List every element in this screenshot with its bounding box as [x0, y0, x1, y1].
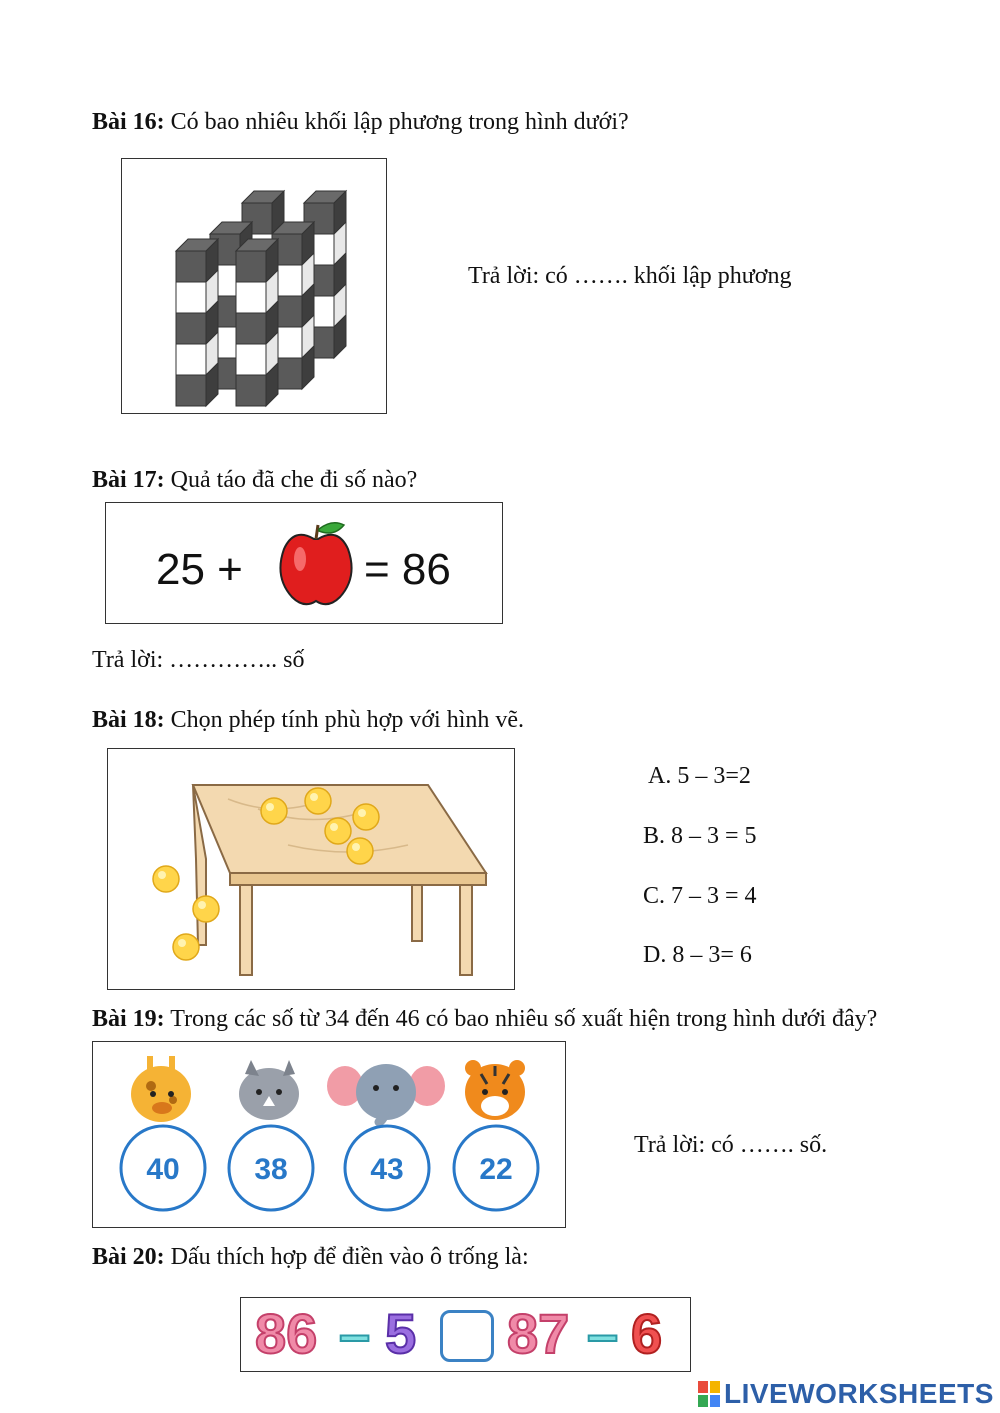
apple-icon — [274, 519, 358, 609]
option-b: B. 8 – 3 = 5 — [643, 823, 757, 849]
question-17 — [92, 466, 417, 494]
liveworksheets-logo — [698, 1378, 994, 1410]
cubes-figure — [121, 158, 387, 414]
ball-icon — [353, 804, 379, 830]
ball-icon — [261, 798, 287, 824]
number-label: 43 — [370, 1153, 404, 1186]
ball-icon — [347, 838, 373, 864]
cube-face — [176, 375, 206, 406]
question-19 — [92, 1005, 877, 1033]
ball-highlight — [352, 843, 360, 851]
cube-face — [176, 282, 206, 313]
answer-19: Trả lời: có ……. số. — [634, 1132, 828, 1158]
cube-face — [176, 344, 206, 375]
table-balls-figure — [107, 748, 515, 990]
ball-icon — [305, 788, 331, 814]
cube-face — [236, 375, 266, 406]
question-18 — [92, 706, 524, 734]
logo-text: LIVEWORKSHEETS — [724, 1378, 994, 1409]
answer-16: Trả lời: có ……. khối lập phương — [468, 263, 792, 289]
ball-icon — [173, 934, 199, 960]
animals-figure — [92, 1041, 566, 1228]
question-text: Có bao nhiêu khối lập phương trong hình dưới? — [170, 109, 629, 135]
giraffe-icon — [131, 1056, 191, 1122]
compare-box — [240, 1297, 691, 1372]
question-label: Bài 19: — [92, 1006, 165, 1032]
left-number-b: 5 — [385, 1302, 417, 1365]
ball-highlight — [178, 939, 186, 947]
cube-face — [236, 251, 266, 282]
ball-highlight — [330, 823, 338, 831]
ball-icon — [325, 818, 351, 844]
question-16 — [92, 108, 629, 136]
logo-mark-icon — [698, 1381, 722, 1407]
ball-highlight — [310, 793, 318, 801]
cube-face — [176, 251, 206, 282]
right-number-b: 6 — [631, 1302, 663, 1365]
ball-icon — [153, 866, 179, 892]
cube-face — [236, 344, 266, 375]
blank-answer-box[interactable] — [440, 1310, 494, 1362]
ball-highlight — [266, 803, 274, 811]
ball-highlight — [198, 901, 206, 909]
option-a: A. 5 – 3=2 — [648, 763, 751, 789]
number-label: 40 — [146, 1153, 180, 1186]
question-text: Trong các số từ 34 đến 46 có bao nhiêu số xuất hiện trong hình dưới đây? — [170, 1006, 878, 1032]
question-text: Quả táo đã che đi số nào? — [170, 467, 418, 493]
question-20 — [92, 1243, 529, 1271]
answer-17: Trả lời: ………….. số — [92, 647, 305, 673]
rhino-icon — [239, 1060, 299, 1120]
apple-equation-box — [105, 502, 503, 624]
question-label: Bài 18: — [92, 707, 165, 733]
right-number-a: 87 — [507, 1302, 570, 1365]
right-operator: – — [587, 1302, 619, 1365]
cube-stacks-image — [122, 159, 385, 412]
table-image — [108, 749, 513, 988]
question-text: Chọn phép tính phù hợp với hình vẽ. — [170, 707, 525, 733]
equation-left: 25 + — [156, 545, 243, 594]
cube-face — [236, 313, 266, 344]
question-label: Bài 20: — [92, 1244, 165, 1270]
number-label: 38 — [254, 1153, 288, 1186]
option-d: D. 8 – 3= 6 — [643, 942, 752, 968]
left-operator: – — [339, 1302, 371, 1365]
animals-image — [93, 1042, 564, 1226]
ball-highlight — [358, 809, 366, 817]
ball-highlight — [158, 871, 166, 879]
number-label: 22 — [479, 1153, 513, 1186]
cube-face — [236, 282, 266, 313]
option-c: C. 7 – 3 = 4 — [643, 883, 757, 909]
elephant-icon — [327, 1064, 445, 1122]
question-text: Dấu thích hợp để điền vào ô trống là: — [170, 1244, 529, 1270]
question-label: Bài 17: — [92, 467, 165, 493]
ball-icon — [193, 896, 219, 922]
tiger-icon — [465, 1060, 525, 1120]
left-number-a: 86 — [255, 1302, 318, 1365]
question-label: Bài 16: — [92, 109, 165, 135]
equation-right: = 86 — [364, 545, 451, 594]
cube-face — [176, 313, 206, 344]
